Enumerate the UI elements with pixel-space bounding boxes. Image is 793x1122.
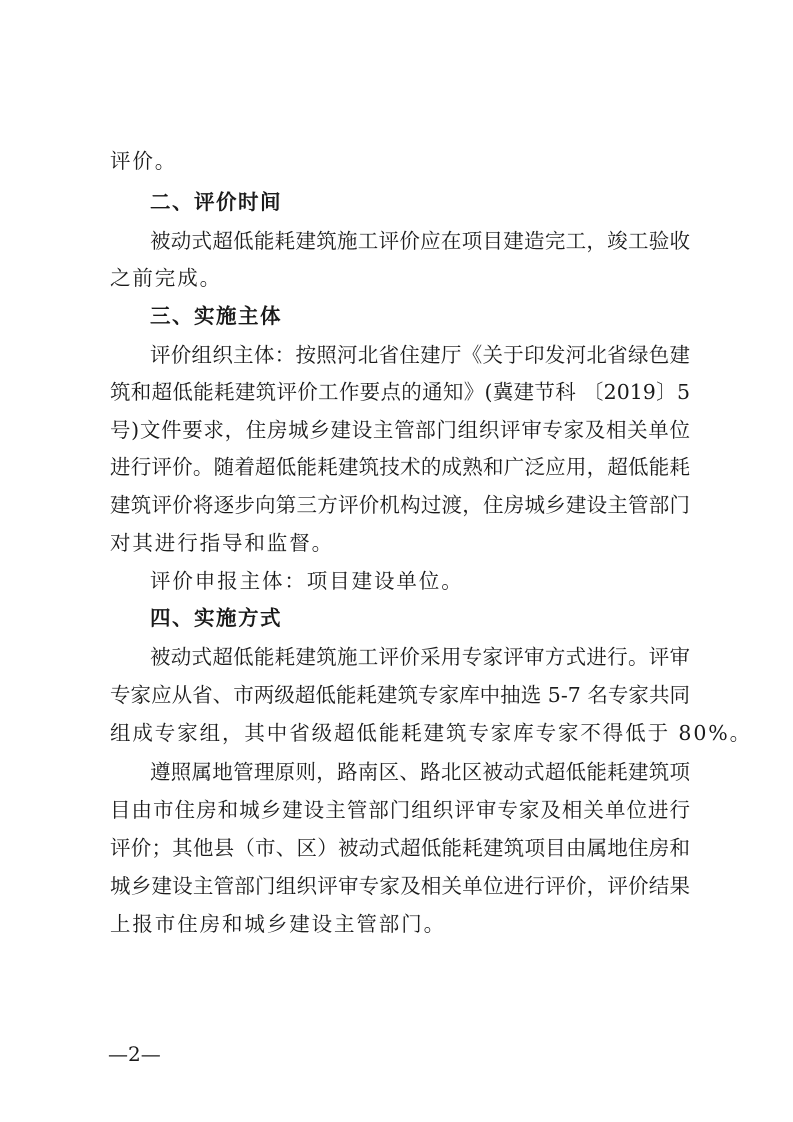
paragraph-line: 上报市住房和城乡建设主管部门。 xyxy=(110,912,446,936)
paragraph-line: 对其进行指导和监督。 xyxy=(110,531,334,555)
paragraph-line: 专家应从省、市两级超低能耗建筑专家库中抽选 5-7 名专家共同 xyxy=(110,683,690,707)
paragraph-line: 被动式超低能耗建筑施工评价采用专家评审方式进行。评审 xyxy=(150,645,690,669)
paragraph-line: 号)文件要求，住房城乡建设主管部门组织评审专家及相关单位 xyxy=(110,418,690,442)
section-heading-implementation-method: 四、实施方式 xyxy=(150,606,282,630)
paragraph-line: 评价申报主体：项目建设单位。 xyxy=(150,569,464,593)
page-number: —2— xyxy=(108,1042,161,1066)
paragraph-line: 评价；其他县（市、区）被动式超低能耗建筑项目由属地住房和 xyxy=(110,836,690,860)
paragraph-line: 评价。 xyxy=(110,149,178,173)
paragraph-line: 评价组织主体：按照河北省住建厅《关于印发河北省绿色建 xyxy=(150,343,690,367)
paragraph-line: 被动式超低能耗建筑施工评价应在项目建造完工，竣工验收 xyxy=(150,229,690,253)
paragraph-line: 筑和超低能耗建筑评价工作要点的通知》(冀建节科 〔2019〕5 xyxy=(110,380,690,404)
paragraph-line: 建筑评价将逐步向第三方评价机构过渡，住房城乡建设主管部门 xyxy=(110,493,690,517)
paragraph-line: 之前完成。 xyxy=(110,266,222,290)
paragraph-line: 目由市住房和城乡建设主管部门组织评审专家及相关单位进行 xyxy=(110,798,690,822)
section-heading-implementing-body: 三、实施主体 xyxy=(150,304,282,328)
section-heading-evaluation-time: 二、评价时间 xyxy=(150,190,282,214)
paragraph-line: 进行评价。随着超低能耗建筑技术的成熟和广泛应用，超低能耗 xyxy=(110,455,690,479)
paragraph-line: 城乡建设主管部门组织评审专家及相关单位进行评价，评价结果 xyxy=(110,874,690,898)
paragraph-line: 组成专家组，其中省级超低能耗建筑专家库专家不得低于 80%。 xyxy=(110,721,753,745)
paragraph-line: 遵照属地管理原则，路南区、路北区被动式超低能耗建筑项 xyxy=(150,760,690,784)
